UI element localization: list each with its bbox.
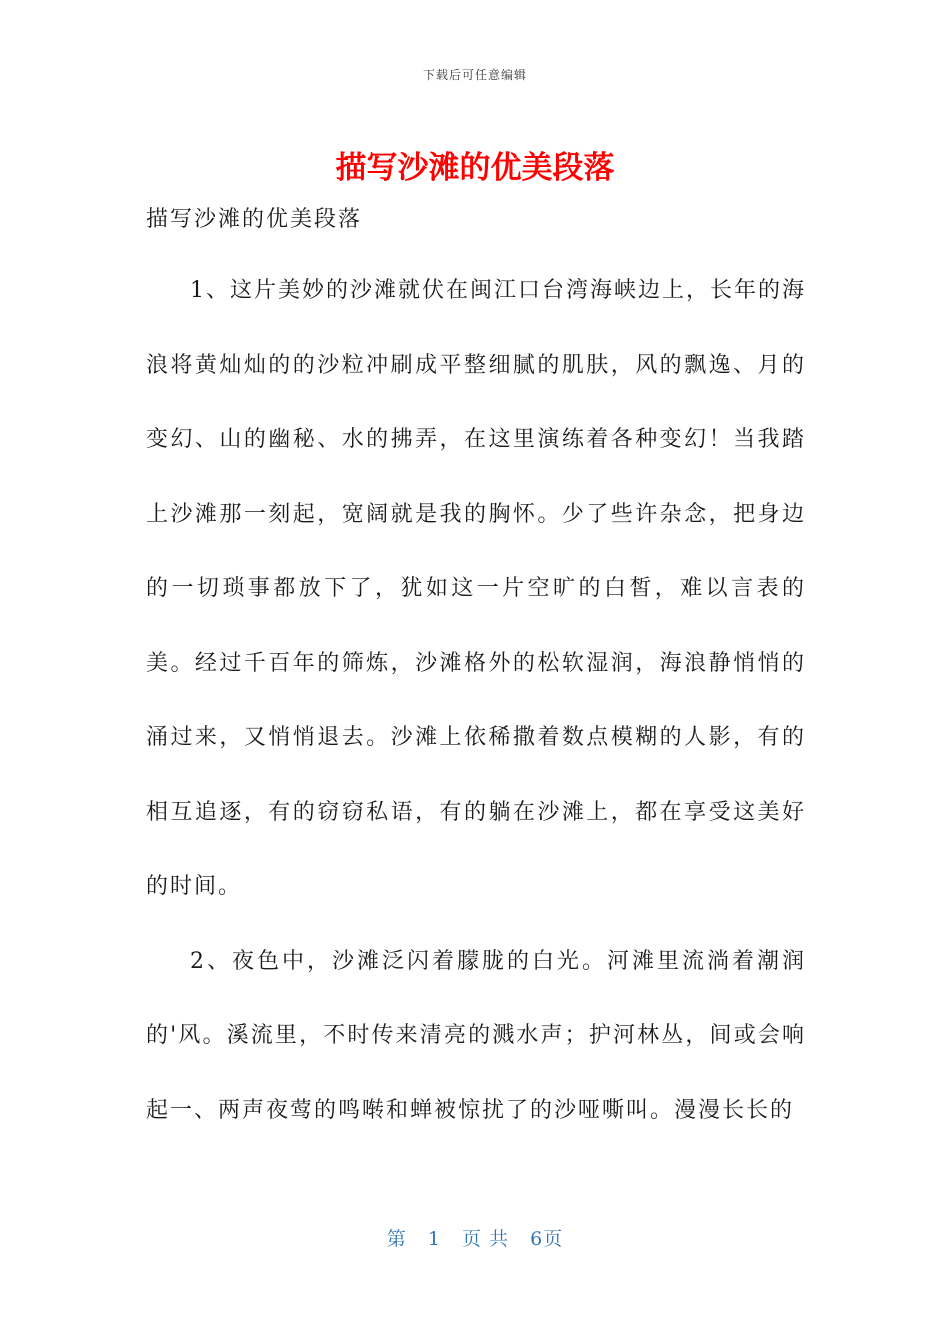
footer-current-page: 1 — [427, 1228, 441, 1250]
paragraph-1: 1、这片美妙的沙滩就伏在闽江口台湾海峡边上，长年的海浪将黄灿灿的的沙粒冲刷成平整细腻的肌肤，风的飘逸、月的变幻、山的幽秘、水的拂弄，在这里演练着各种变幻！当我踏上沙滩那一刻起，宽阔就是我的胸怀。少了些许杂念，把身边的一切琐事都放下了，犹如这一片空旷的白皙，难以言表的美。经过千百年的筛炼，沙滩格外的松软湿润，海浪静悄悄的涌过来，又悄悄退去。沙滩上依稀撒着数点模糊的人影，有的相互追逐，有的窃窃私语，有的躺在沙滩上，都在享受这美好的时间。 — [146, 278, 806, 899]
document-title: 描写沙滩的优美段落 — [335, 150, 615, 186]
paragraph-2: 2、夜色中，沙滩泛闪着朦胧的白光。河滩里流淌着潮润的'风。溪流里，不时传来清亮的溅水声；护河林丛，间或会响起一、两声夜莺的鸣啭和蝉被惊扰了的沙哑嘶叫。漫漫长长的 — [146, 948, 806, 1123]
document-body — [146, 198, 806, 1148]
header-note: 下载后可任意编辑 — [422, 68, 527, 82]
document-subtitle: 描写沙滩的优美段落 — [146, 207, 363, 232]
footer-suffix: 页 — [543, 1228, 564, 1250]
page-footer — [0, 1224, 950, 1251]
footer-total-pages: 6 — [530, 1228, 544, 1250]
footer-middle: 页 共 — [462, 1228, 510, 1250]
footer-prefix: 第 — [386, 1228, 407, 1250]
